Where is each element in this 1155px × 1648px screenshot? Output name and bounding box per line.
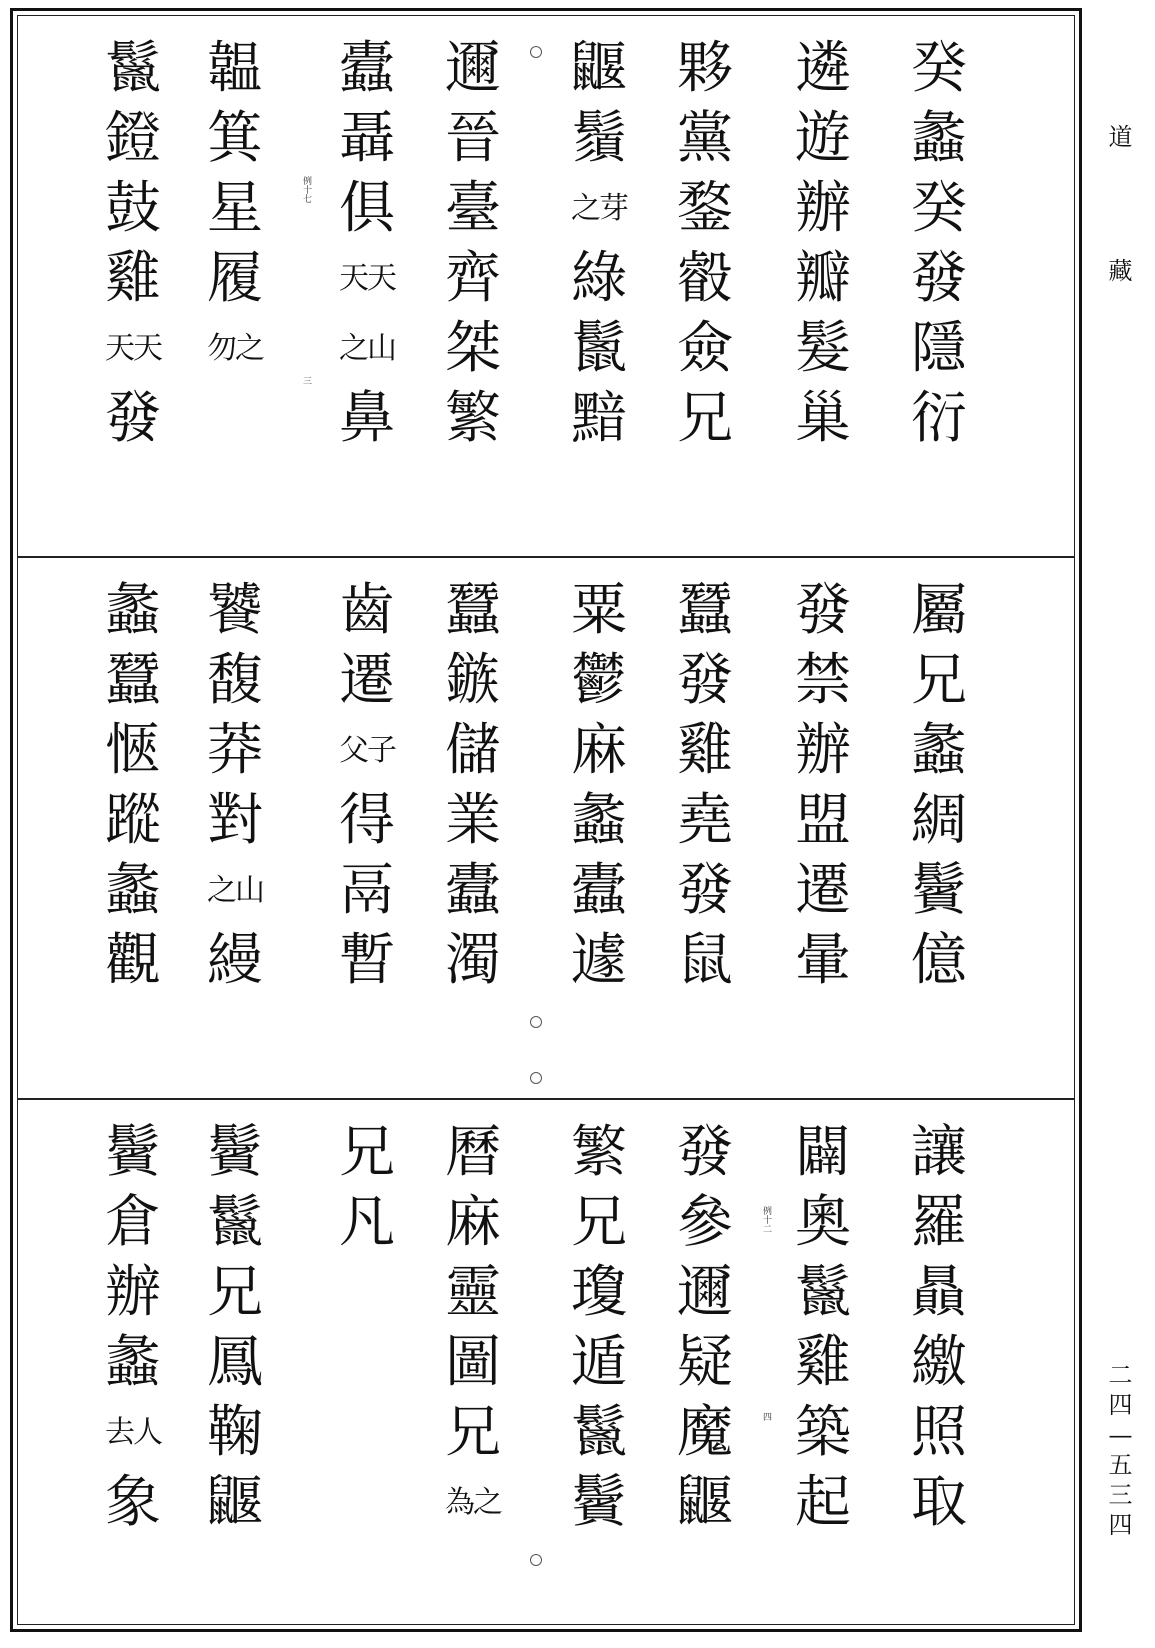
- seal-glyph: 為之: [445, 1485, 501, 1520]
- seal-glyph: 俱: [339, 176, 395, 241]
- seal-glyph: 粟: [571, 578, 627, 643]
- seal-glyph: 鳳: [207, 1330, 263, 1395]
- margin-title-char: 藏: [1108, 257, 1133, 285]
- seal-glyph: 發: [105, 386, 161, 451]
- seal-glyph: 業: [445, 788, 501, 853]
- seal-glyph: 取: [911, 1470, 967, 1535]
- seal-glyph: 蠹: [445, 858, 501, 923]
- seal-glyph: [326, 1258, 408, 1328]
- seal-glyph: 髮: [795, 316, 851, 381]
- band-top: [18, 16, 1074, 558]
- seal-glyph: 蠡: [571, 788, 627, 853]
- seal-glyph: 綠: [571, 246, 627, 311]
- seal-glyph: 繁: [571, 1120, 627, 1185]
- glyph-column: [92, 34, 174, 454]
- seal-glyph: 繳: [911, 1330, 967, 1395]
- seal-glyph: 雞: [105, 246, 161, 311]
- glyph-column: [194, 576, 276, 996]
- seal-glyph: 齊: [445, 246, 501, 311]
- seal-glyph: 黨: [677, 106, 733, 171]
- seal-glyph: 之芽: [571, 191, 627, 226]
- seal-glyph: 儲: [445, 718, 501, 783]
- seal-glyph: 蠡: [911, 718, 967, 783]
- glyph-column: [432, 1118, 514, 1538]
- seal-glyph: 兄: [445, 1400, 501, 1465]
- seal-glyph: 凡: [339, 1190, 395, 1255]
- seal-glyph: 邇: [677, 1260, 733, 1325]
- seal-glyph: [194, 384, 276, 454]
- seal-glyph: 兄: [677, 386, 733, 451]
- seal-glyph: 鬣: [207, 1190, 263, 1255]
- seal-glyph: 遊: [795, 106, 851, 171]
- seal-glyph: 發: [911, 246, 967, 311]
- margin-title-char: 道: [1108, 123, 1133, 151]
- seal-glyph: 屬: [911, 578, 967, 643]
- seal-glyph: 照: [911, 1400, 967, 1465]
- seal-glyph: 鍪: [677, 176, 733, 241]
- seal-glyph: 鬢: [105, 1120, 161, 1185]
- seal-glyph: 發: [677, 858, 733, 923]
- seal-glyph: 衍: [911, 386, 967, 451]
- glyph-column: [326, 34, 408, 454]
- seal-glyph: 鬛: [571, 316, 627, 381]
- glyph-column: [898, 34, 980, 454]
- glyph-column: [326, 1118, 408, 1538]
- seal-glyph: 蠡: [105, 858, 161, 923]
- seal-glyph: 癸: [911, 36, 967, 101]
- seal-glyph: 之山: [339, 331, 395, 366]
- seal-glyph: 鼠: [677, 928, 733, 993]
- seal-glyph: 蠡: [105, 578, 161, 643]
- page-number-char: 二: [1108, 1361, 1133, 1389]
- seal-glyph: 蠡: [911, 106, 967, 171]
- binding-hole-mark: [530, 1554, 542, 1566]
- seal-glyph: 箕: [207, 106, 263, 171]
- binding-hole-mark: [530, 1072, 542, 1084]
- seal-glyph: 去人: [105, 1415, 161, 1450]
- page-number-char: 四: [1108, 1511, 1133, 1539]
- seal-glyph: 對: [207, 788, 263, 853]
- seal-glyph: 觀: [105, 928, 161, 993]
- seal-glyph: 鼴: [207, 1470, 263, 1535]
- seal-glyph: 之山: [207, 873, 263, 908]
- glyph-column: [898, 576, 980, 996]
- glyph-column: [326, 576, 408, 996]
- seal-glyph: 鬣: [571, 1400, 627, 1465]
- seal-glyph: 㲊: [677, 246, 733, 311]
- seal-glyph: 曆: [445, 1120, 501, 1185]
- page-frame: [10, 8, 1082, 1632]
- seal-glyph: 韞: [207, 36, 263, 101]
- seal-glyph: 愜: [105, 718, 161, 783]
- glyph-column: [782, 34, 864, 454]
- seal-glyph: 天天: [105, 331, 161, 366]
- seal-glyph: 闢: [795, 1120, 851, 1185]
- seal-glyph: 雞: [795, 1330, 851, 1395]
- seal-glyph: 遁: [571, 1330, 627, 1395]
- seal-glyph: 倉: [105, 1190, 161, 1255]
- seal-glyph: 遷: [339, 648, 395, 713]
- glyph-column: [194, 34, 276, 454]
- seal-glyph: 巢: [795, 386, 851, 451]
- page-number-char: 五: [1108, 1451, 1133, 1479]
- seal-glyph: 鬢: [207, 1120, 263, 1185]
- page-frame-inner: [17, 15, 1075, 1625]
- seal-glyph: 蠶: [105, 648, 161, 713]
- glyph-column: [664, 576, 746, 996]
- seal-glyph: 盟: [795, 788, 851, 853]
- seal-glyph: 魔: [677, 1400, 733, 1465]
- band-middle: [18, 558, 1074, 1100]
- seal-glyph: 馥: [207, 648, 263, 713]
- seal-glyph: 瓊: [571, 1260, 627, 1325]
- seal-glyph: 鬢: [911, 858, 967, 923]
- seal-glyph: 辦: [795, 718, 851, 783]
- seal-glyph: 鬱: [571, 648, 627, 713]
- seal-glyph: 綢: [911, 788, 967, 853]
- seal-glyph: 莽: [207, 718, 263, 783]
- seal-glyph: 勿之: [207, 331, 263, 366]
- seal-glyph: 遽: [571, 928, 627, 993]
- seal-glyph: 起: [795, 1470, 851, 1535]
- seal-glyph: 蹤: [105, 788, 161, 853]
- page-number-char: 三: [1108, 1481, 1133, 1509]
- seal-glyph: 邇: [445, 36, 501, 101]
- seal-glyph: 黯: [571, 386, 627, 451]
- seal-glyph: 蠡: [105, 1330, 161, 1395]
- glyph-column: [92, 576, 174, 996]
- seal-glyph: 兄: [339, 1120, 395, 1185]
- seal-glyph: 辦: [795, 176, 851, 241]
- seal-glyph: 辦: [105, 1260, 161, 1325]
- seal-glyph: 夥: [677, 36, 733, 101]
- seal-glyph: [326, 1328, 408, 1398]
- seal-glyph: 蠹: [339, 36, 395, 101]
- glyph-column: [782, 1118, 864, 1538]
- seal-glyph: 鼴: [677, 1470, 733, 1535]
- seal-glyph: 父子: [339, 733, 395, 768]
- annotation-note: 例十七: [301, 176, 311, 203]
- seal-glyph: 齒: [339, 578, 395, 643]
- seal-glyph: 得: [339, 788, 395, 853]
- page-number-char: 四: [1108, 1391, 1133, 1419]
- glyph-column: [782, 576, 864, 996]
- seal-glyph: 繁: [445, 386, 501, 451]
- seal-glyph: 讓: [911, 1120, 967, 1185]
- seal-glyph: 蠶: [445, 578, 501, 643]
- seal-glyph: 晉: [445, 106, 501, 171]
- glyph-column: [898, 1118, 980, 1538]
- seal-glyph: [326, 1398, 408, 1468]
- seal-glyph: 疑: [677, 1330, 733, 1395]
- seal-glyph: 瓣: [795, 246, 851, 311]
- glyph-column: [92, 1118, 174, 1538]
- seal-glyph: 麻: [445, 1190, 501, 1255]
- seal-glyph: 鬲: [339, 858, 395, 923]
- seal-glyph: 鼴: [571, 36, 627, 101]
- seal-glyph: 象: [105, 1470, 161, 1535]
- seal-glyph: 鞠: [207, 1400, 263, 1465]
- seal-glyph: 發: [795, 578, 851, 643]
- seal-glyph: 堯: [677, 788, 733, 853]
- glyph-column: [558, 576, 640, 996]
- seal-glyph: 發: [677, 1120, 733, 1185]
- seal-glyph: 隱: [911, 316, 967, 381]
- glyph-column: [664, 1118, 746, 1538]
- seal-glyph: 遴: [795, 36, 851, 101]
- seal-glyph: 兄: [571, 1190, 627, 1255]
- annotation-note-small: 三: [301, 376, 311, 385]
- seal-glyph: 鬢: [571, 1470, 627, 1535]
- seal-glyph: 鐙: [105, 106, 161, 171]
- seal-glyph: 圖: [445, 1330, 501, 1395]
- glyph-column: [432, 576, 514, 996]
- seal-glyph: 履: [207, 246, 263, 311]
- margin-page-number: [1086, 1360, 1155, 1540]
- seal-glyph: 饕: [207, 578, 263, 643]
- seal-glyph: 羅: [911, 1190, 967, 1255]
- seal-glyph: 暈: [795, 928, 851, 993]
- seal-glyph: 奧: [795, 1190, 851, 1255]
- glyph-column: [432, 34, 514, 454]
- glyph-column: [664, 34, 746, 454]
- glyph-column: [558, 34, 640, 454]
- glyph-column: [194, 1118, 276, 1538]
- seal-glyph: 鼓: [105, 176, 161, 241]
- seal-glyph: 麻: [571, 718, 627, 783]
- glyph-column: [558, 1118, 640, 1538]
- seal-glyph: 築: [795, 1400, 851, 1465]
- seal-glyph: 靈: [445, 1260, 501, 1325]
- seal-glyph: 鬣: [105, 36, 161, 101]
- seal-glyph: 桀: [445, 316, 501, 381]
- seal-glyph: 鬣: [795, 1260, 851, 1325]
- seal-glyph: 蠹: [571, 858, 627, 923]
- seal-glyph: 聶: [339, 106, 395, 171]
- seal-glyph: 暫: [339, 928, 395, 993]
- seal-glyph: 臺: [445, 176, 501, 241]
- annotation-note: 例十二: [761, 1206, 771, 1233]
- seal-glyph: 鬚: [571, 106, 627, 171]
- seal-glyph: 遷: [795, 858, 851, 923]
- page-number-char: —: [1108, 1421, 1133, 1449]
- seal-glyph: 蠶: [677, 578, 733, 643]
- seal-glyph: 兄: [207, 1260, 263, 1325]
- margin-title: [1086, 120, 1155, 288]
- seal-glyph: 濁: [445, 928, 501, 993]
- seal-glyph: [326, 1468, 408, 1538]
- binding-hole-mark: [530, 46, 542, 58]
- seal-glyph: 贔: [911, 1260, 967, 1325]
- seal-glyph: 天天: [339, 261, 395, 296]
- seal-glyph: 發: [677, 648, 733, 713]
- band-bottom: [18, 1100, 1074, 1628]
- seal-glyph: 兄: [911, 648, 967, 713]
- seal-glyph: 星: [207, 176, 263, 241]
- seal-glyph: 縵: [207, 928, 263, 993]
- annotation-note-small: 四: [761, 1412, 771, 1421]
- seal-glyph: 癸: [911, 176, 967, 241]
- binding-hole-mark: [530, 1016, 542, 1028]
- seal-glyph: 億: [911, 928, 967, 993]
- seal-glyph: 僉: [677, 316, 733, 381]
- seal-glyph: 鼻: [339, 386, 395, 451]
- seal-glyph: 鏃: [445, 648, 501, 713]
- seal-glyph: 禁: [795, 648, 851, 713]
- seal-glyph: 參: [677, 1190, 733, 1255]
- seal-glyph: 雞: [677, 718, 733, 783]
